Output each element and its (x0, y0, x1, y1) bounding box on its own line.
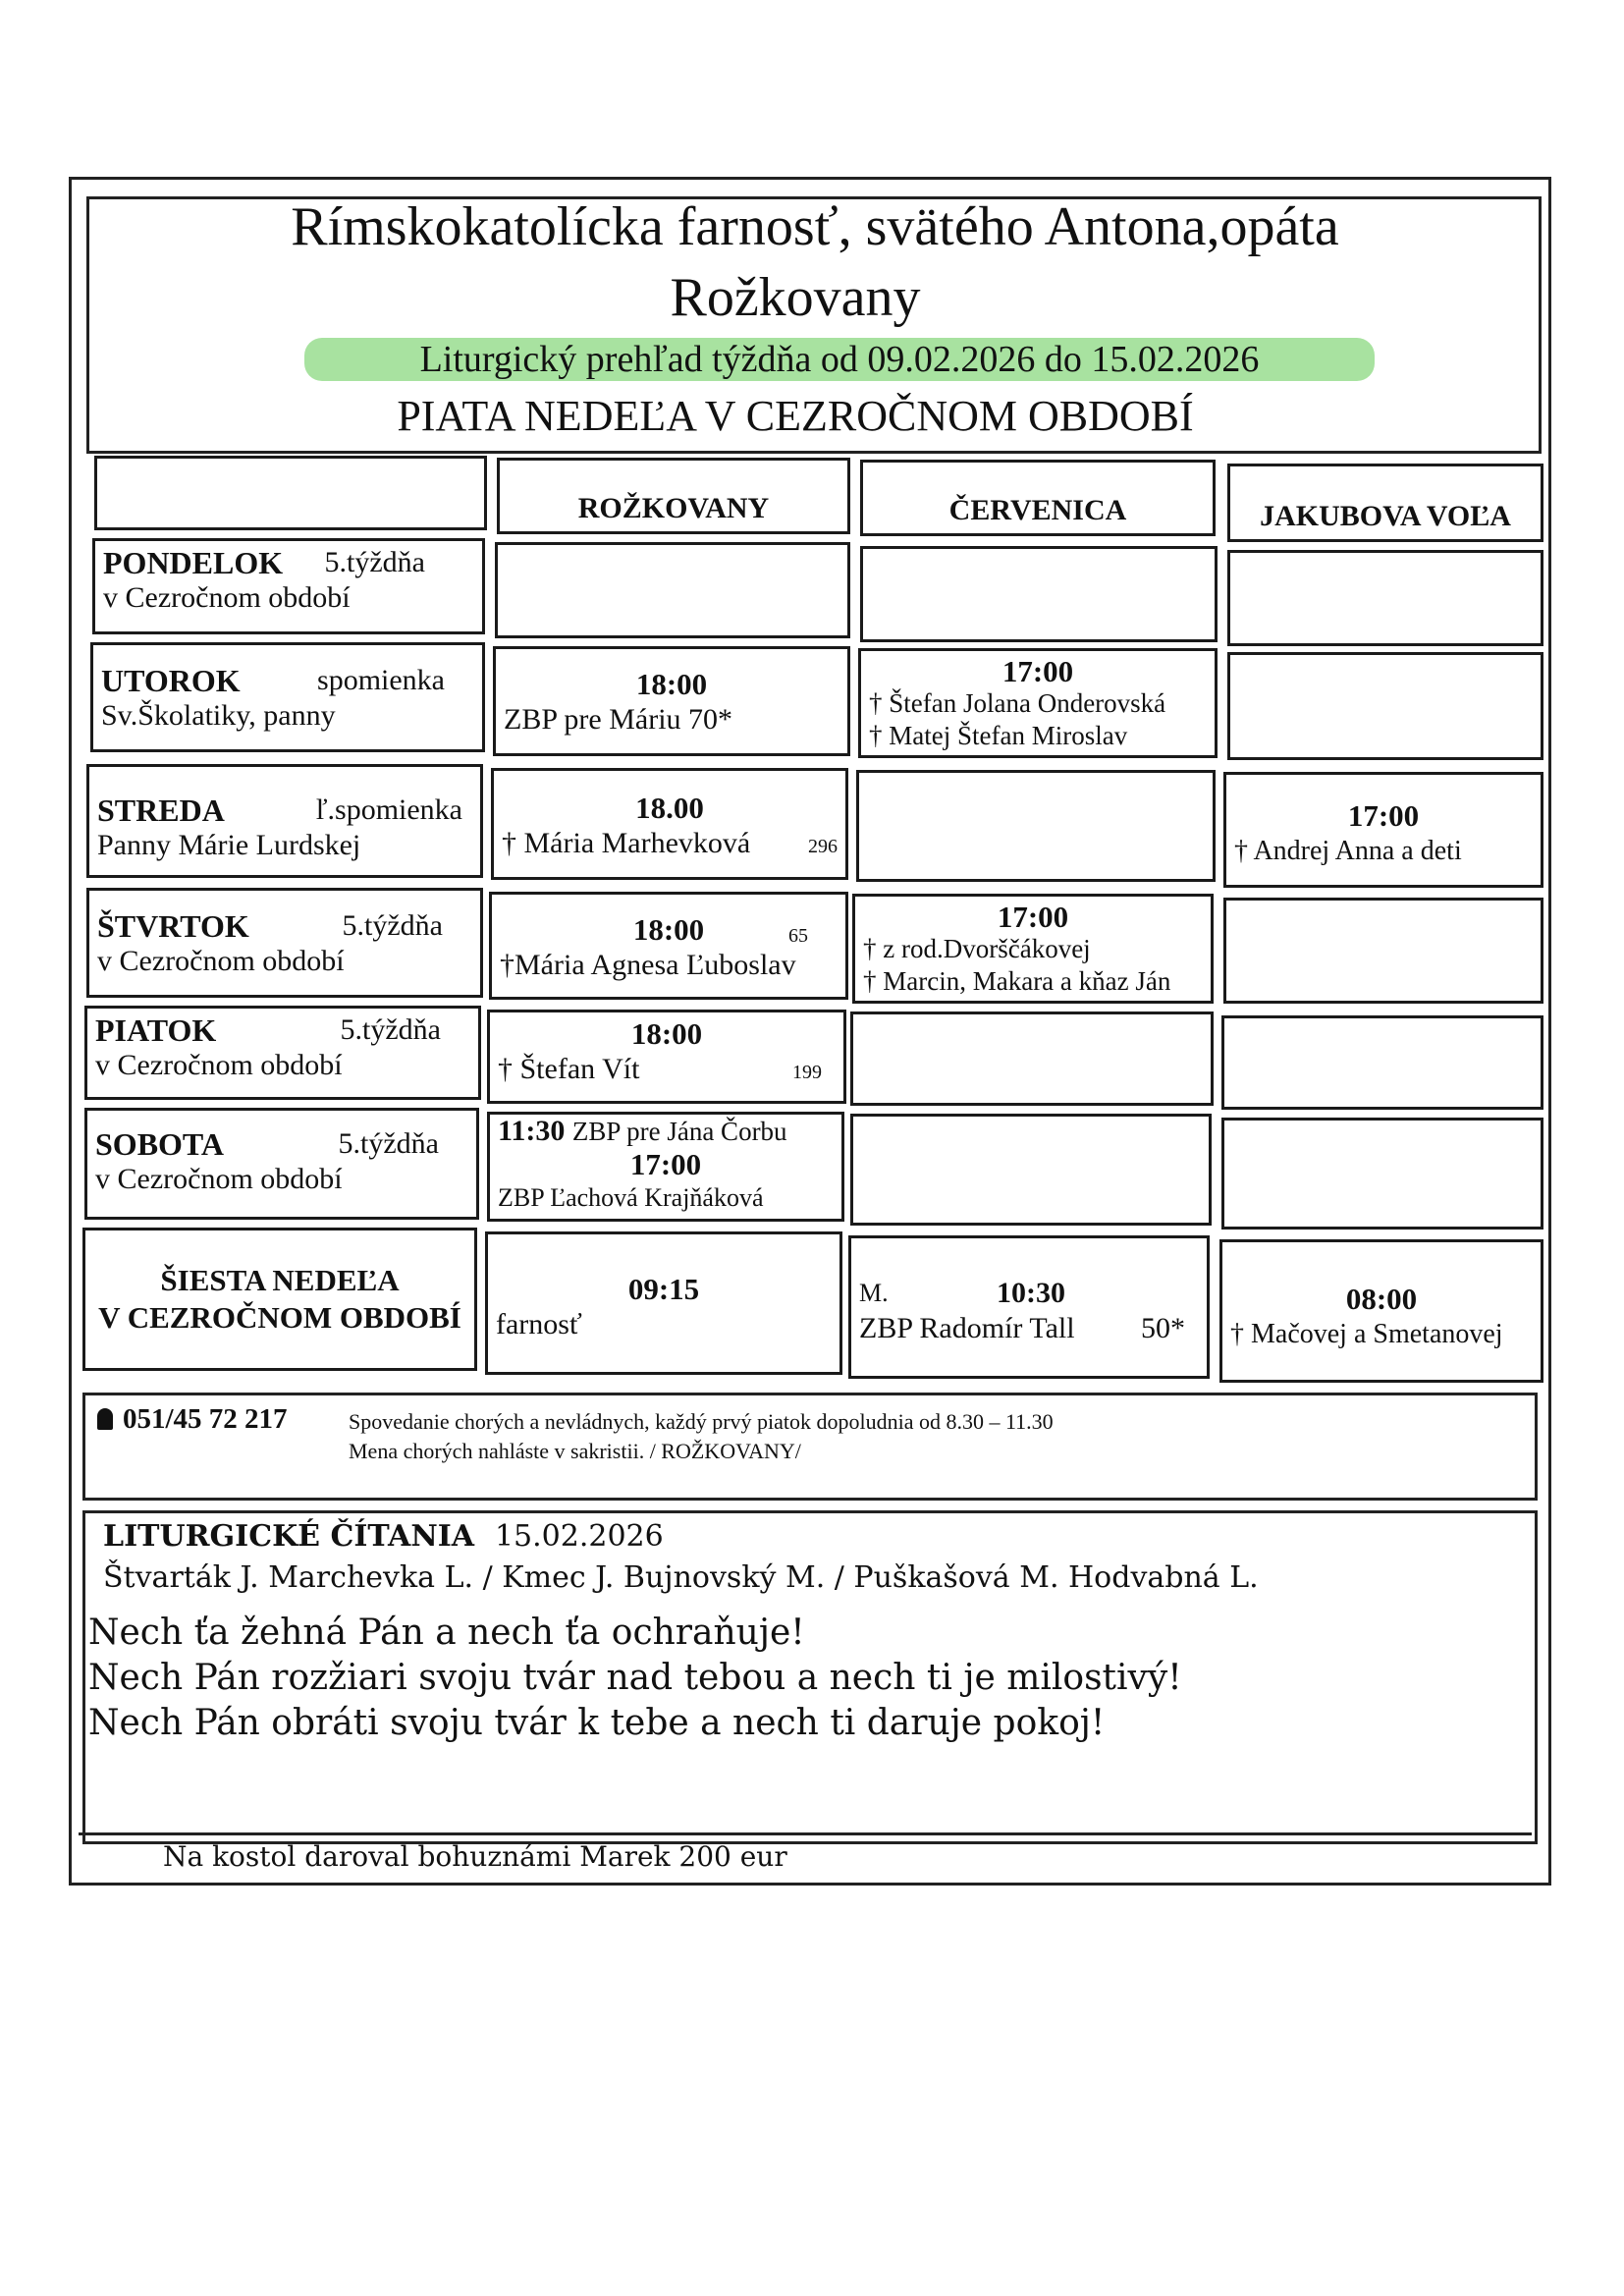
monday-cervenica-cell (860, 546, 1218, 642)
wednesday-rozkovany-cell (491, 768, 848, 880)
mass-intention: ZBP Ľachová Krajňáková (498, 1183, 764, 1212)
mass-time: 18:00 (632, 912, 705, 947)
blessing-line: Nech Pán obráti svoju tvár k tebe a nech ti daruje pokoj! (88, 1703, 1106, 1743)
donation-note: Na kostol daroval bohuznámi Marek 200 eur (163, 1840, 787, 1873)
mass-time: 09:15 (627, 1272, 700, 1306)
day-note: ľ.spomienka (315, 793, 462, 826)
day-sunday (82, 1228, 477, 1371)
tuesday-rozkovany-cell (493, 646, 850, 756)
mass-intention: ZBP pre Máriu 70* (504, 703, 733, 736)
day-note: 5.týždňa (338, 1127, 439, 1160)
day-line2: v Cezročnom období (97, 945, 345, 977)
mass-intention: † Marcin, Makara a kňaz Ján (863, 966, 1171, 996)
phone-icon (97, 1408, 113, 1430)
mass-intention: † Štefan Jolana Onderovská (869, 688, 1166, 718)
day-name: UTOROK (101, 663, 241, 698)
friday-jakubova-cell (1221, 1015, 1543, 1110)
mass-time: 17:00 (1347, 798, 1420, 833)
day-line2: v Cezročnom období (103, 581, 351, 614)
mass-time: 17:00 (629, 1147, 702, 1181)
mass-intention: † z rod.Dvorščákovej (863, 934, 1091, 963)
mass-time: 17:00 (1001, 654, 1074, 688)
monday-rozkovany-cell (495, 542, 850, 638)
tuesday-cervenica-cell (858, 648, 1218, 758)
day-line2: v Cezročnom období (95, 1163, 343, 1195)
info-box (82, 1393, 1538, 1501)
sunday-jakubova-cell (1219, 1239, 1543, 1383)
monday-jakubova-cell (1227, 550, 1543, 646)
intention-count: 296 (808, 836, 838, 857)
column-header-cervenica: ČERVENICA (860, 460, 1216, 536)
readings-date: 15.02.2026 (494, 1519, 664, 1554)
info-confession-text: Spovedanie chorých a nevládnych, každý prvý piatok dopoludnia od 8.30 – 11.30 (349, 1409, 1054, 1434)
day-line2: v Cezročnom období (95, 1049, 343, 1081)
blessing-line: Nech ťa žehná Pán a nech ťa ochraňuje! (88, 1613, 805, 1653)
thursday-rozkovany-cell (489, 892, 848, 1000)
readers-list: Štvarták J. Marchevka L. / Kmec J. Bujnovský M. / Puškašová M. Hodvabná L. (103, 1560, 1259, 1595)
week-range-highlight: Liturgický prehľad týždňa od 09.02.2026 do 15.02.2026 (304, 338, 1375, 381)
day-name: PIATOK (95, 1012, 217, 1048)
wednesday-cervenica-cell (856, 770, 1216, 882)
intention-count: 199 (792, 1062, 822, 1083)
day-name: SOBOTA (95, 1126, 224, 1162)
phone-number (97, 1403, 288, 1436)
friday-rozkovany-cell (487, 1010, 846, 1104)
mass-intention: ZBP Radomír Tall (859, 1312, 1075, 1344)
sunday-rozkovany-cell (485, 1231, 842, 1375)
day-monday (92, 538, 485, 634)
mass-time: 18.00 (635, 791, 704, 825)
divider (79, 1832, 1532, 1835)
day-note: 5.týždňa (324, 546, 425, 578)
mass-intention: † Mária Marhevková (502, 827, 751, 859)
day-name: STREDA (97, 793, 225, 828)
friday-cervenica-cell (850, 1011, 1214, 1106)
saturday-cervenica-cell (850, 1114, 1212, 1226)
mass-intention: † Andrej Anna a deti (1234, 836, 1462, 866)
mass-prefix: M. (859, 1279, 889, 1307)
parish-location: Rožkovany (670, 267, 921, 328)
day-line2: Sv.Školatiky, panny (101, 699, 336, 732)
mass-time: 17:00 (997, 900, 1069, 934)
sunday-cervenica-cell (848, 1235, 1210, 1379)
mass-intention: † Matej Štefan Miroslav (869, 721, 1128, 750)
mass-intention: † Mačovej a Smetanovej (1230, 1319, 1503, 1349)
day-wednesday (86, 764, 483, 878)
day-line2: Panny Márie Lurdskej (97, 829, 361, 861)
corner-header-cell (94, 456, 487, 530)
blessing-line: Nech Pán rozžiari svoju tvár nad tebou a nech ti je milostivý! (88, 1658, 1182, 1698)
mass-time: 11:30 (498, 1115, 566, 1147)
day-note: 5.týždňa (342, 909, 443, 942)
phone-text: 051/45 72 217 (123, 1403, 288, 1435)
wednesday-jakubova-cell (1223, 772, 1543, 888)
mass-intention: farnosť (496, 1308, 582, 1340)
mass-time: 08:00 (1345, 1282, 1418, 1316)
intention-count: 65 (788, 925, 808, 947)
mass-intention: †Mária Agnesa Ľuboslav (500, 949, 796, 981)
day-name: PONDELOK (103, 545, 284, 580)
mass-time: 18:00 (630, 1016, 703, 1051)
sunday-label-line2: V CEZROČNOM OBDOBÍ (98, 1300, 461, 1335)
day-thursday (86, 888, 483, 998)
parish-title: Rímskokatolícka farnosť, svätého Antona,opáta (291, 196, 1339, 257)
mass-time: 18:00 (635, 667, 708, 701)
mass-intention: † Štefan Vít (498, 1053, 640, 1085)
blessing-text (88, 1611, 1182, 1746)
intention-count: 50* (1141, 1312, 1185, 1344)
day-name: ŠTVRTOK (97, 908, 249, 944)
day-tuesday (90, 642, 485, 752)
info-sacristy-text: Mena chorých nahláste v sakristii. / ROŽKOVANY/ (349, 1439, 801, 1463)
day-note: 5.týždňa (340, 1013, 441, 1046)
tuesday-jakubova-cell (1227, 652, 1543, 760)
day-saturday (84, 1108, 479, 1220)
sunday-name: PIATA NEDEĽA V CEZROČNOM OBDOBÍ (397, 392, 1194, 440)
mass-intention: ZBP pre Jána Čorbu (571, 1117, 787, 1146)
day-note: spomienka (317, 664, 445, 696)
saturday-rozkovany-cell (487, 1112, 844, 1222)
thursday-cervenica-cell (852, 894, 1214, 1004)
readings-title: LITURGICKÉ ČÍTANIA (103, 1519, 475, 1554)
column-header-jakubova-vola: JAKUBOVA VOĽA (1227, 464, 1543, 542)
thursday-jakubova-cell (1223, 898, 1543, 1004)
column-header-rozkovany: ROŽKOVANY (497, 458, 850, 534)
sunday-label-line1: ŠIESTA NEDEĽA (160, 1263, 400, 1297)
day-friday (84, 1006, 481, 1100)
mass-time: 10:30 (997, 1277, 1065, 1309)
saturday-jakubova-cell (1221, 1118, 1543, 1230)
